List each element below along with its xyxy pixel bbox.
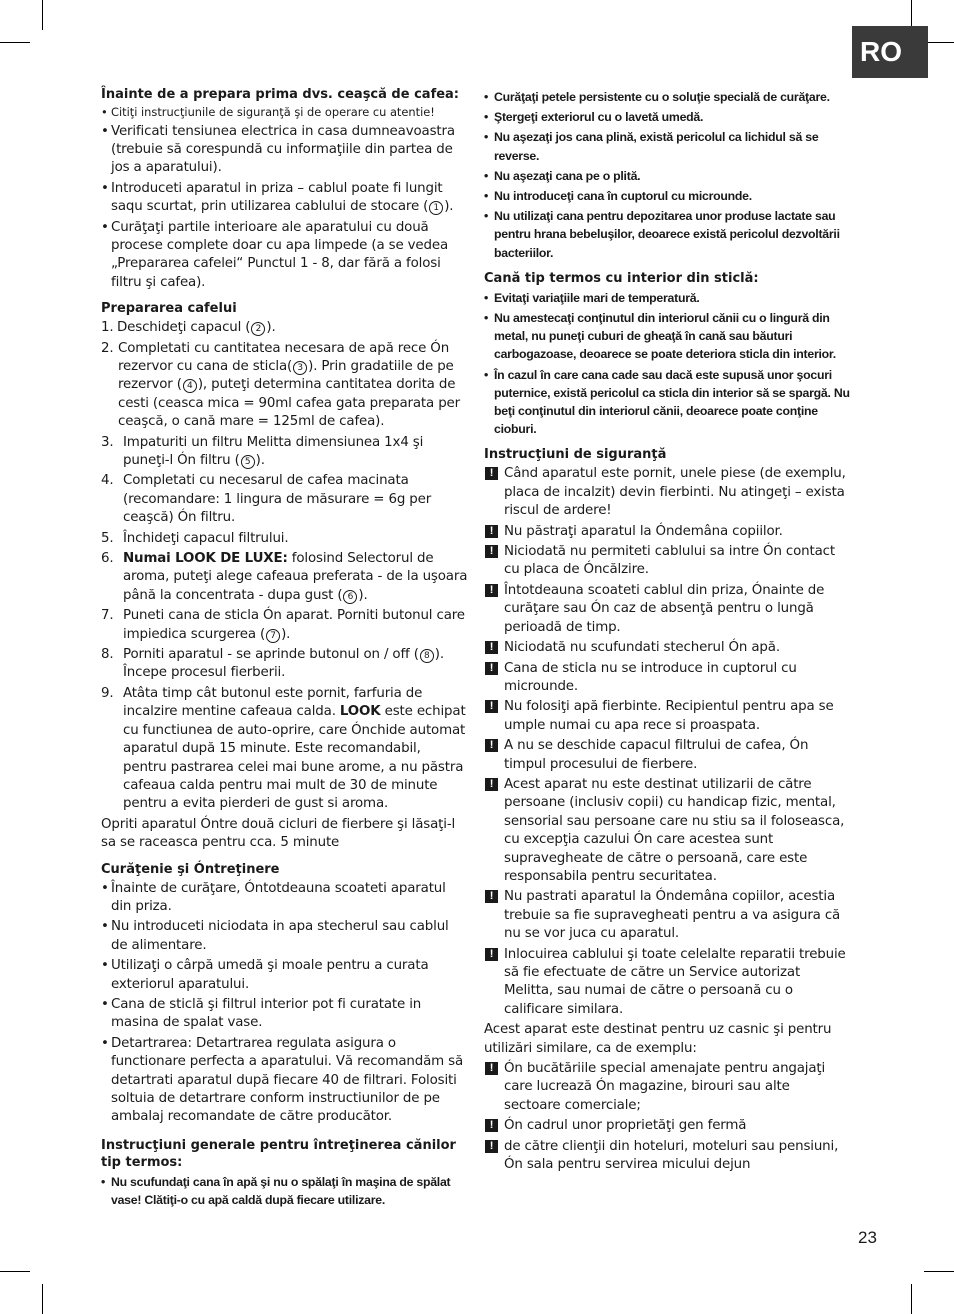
list-item: • Nu aşezaţi cana pe o plită.	[484, 167, 850, 185]
warning-icon: !	[485, 1119, 498, 1132]
warning-icon: !	[485, 467, 498, 480]
list-item: • Nu introduceţi cana în cuptorul cu microunde.	[484, 187, 850, 205]
warning-item: ! Nu folosiţi apă fierbinte. Recipientul pentru apa se umple numai cu apa rece si proaspata.	[484, 698, 850, 735]
list-item: • Verificati tensiunea electrica in casa dumneavoastra (trebuie să corespundă cu informaţiile din partea de jos a aparatului).	[101, 123, 468, 178]
crop-mark	[0, 42, 30, 43]
warning-icon: !	[485, 662, 498, 675]
warning-item: ! Nu păstraţi aparatul la Óndemâna copiilor.	[484, 523, 850, 541]
list-item: • Ştergeţi exteriorul cu o lavetă umedă.	[484, 108, 850, 126]
left-column	[101, 84, 468, 1209]
warning-item: ! Cana de sticla nu se introduce in cuptorul cu microunde.	[484, 660, 850, 697]
crop-mark	[42, 0, 43, 30]
warning-item: ! de către clienţii din hoteluri, moteluri sau pensiuni, Ón sala pentru servirea micului dejun	[484, 1138, 850, 1175]
list-item: • Citiţi instrucţiunile de siguranţă şi de operare cu atentie!	[101, 105, 468, 121]
warning-icon: !	[485, 584, 498, 597]
section-title-cleaning: Curăţenie şi Óntreţinere	[101, 861, 280, 877]
callout-number: 3	[293, 361, 307, 375]
step-item: 8. Porniti aparatul - se aprinde butonul on / off ( 8 ). Începe procesul fierberii.	[101, 647, 444, 681]
section-title-first-coffee: Înainte de a prepara prima dvs. ceaşcă de cafea:	[101, 87, 460, 102]
callout-number: 4	[183, 379, 197, 393]
step-item: 7. Puneti cana de sticla Ón aparat. Porniti butonul care impiedica scurgerea ( 7 ).	[101, 608, 465, 642]
section-title-safety: Instrucţiuni de siguranţă	[484, 447, 667, 463]
warning-item: ! Inlocuirea cablului şi toate celelalte reparatii trebuie să fie efectuate de către un Service autorizat Melitta, sau numai de către o persoană cu o calificare similara.	[484, 946, 850, 1020]
warning-item: ! Nu pastrati aparatul la Óndemâna copiilor, acestia trebuie sa fie supravegheati pentru a va asigura că nu se vor juca cu aparatul.	[484, 888, 850, 943]
warning-icon: !	[485, 1062, 498, 1075]
list-item: • Cana de sticlă şi filtrul interior pot fi curatate in masina de spalat vase.	[101, 996, 468, 1033]
step-item: 4. Completati cu necesarul de cafea macinata (recomandare: 1 lingura de măsurare = 6g per ceaşcă) Ón filtru.	[101, 473, 432, 526]
step-item: 1. Deschideţi capacul ( 2 ).	[101, 320, 276, 336]
list-item: • Introduceti aparatul in priza – cablul poate fi lungit saqu scurtat, prin utilizarea cablului de stocare ( 1 ).	[101, 180, 468, 217]
crop-mark	[924, 42, 954, 43]
warning-icon: !	[485, 545, 498, 558]
list-item: • Evitaţi variaţiile mari de temperatură.	[484, 289, 850, 307]
warning-icon: !	[485, 641, 498, 654]
step-item: 6. Numai LOOK DE LUXE: folosind Selectorul de aroma, puteţi alege cafeaua preferata - de la uşoara până la concentrata - dupa gust ( 6 ).	[101, 551, 468, 603]
warning-item: ! Când aparatul este pornit, unele piese (de exemplu, placa de incalzit) devin fierbinti. Nu atingeţi – exista riscul de ardere!	[484, 465, 850, 520]
list-item: • Curăţaţi petele persistente cu o soluţie specială de curăţare.	[484, 88, 850, 106]
list-item: • În cazul în care cana cade sau dacă este supusă unor şocuri puternice, există pericolul ca sticla din interior să se spargă. Nu beţi conţinutul din interiorul cănii, deoarece poate conţine cioburi.	[484, 366, 850, 439]
crop-mark	[42, 1284, 43, 1314]
list-item: • Detartrarea: Detartrarea regulata asigura o functionare perfecta a aparatului. Vă recomandăm să detartrati aparatul după fiecare 40 de filtrari. Folositi soltuia de detartrare conform instructiunilor de pe ambalaj recomandate de către producător.	[101, 1035, 468, 1127]
paragraph: Acest aparat este destinat pentru uz casnic şi pentru utilizări similare, ca de exemplu:	[484, 1022, 832, 1056]
right-column	[484, 84, 850, 1174]
warning-item: ! Acest aparat nu este destinat utilizarii de către persoane (inclusiv copii) cu handicap fizic, mental, sensorial sau persoane care nu stiu sa il foloseasca, cu excepţia cazului Ón care acestea sunt supravegheate de către o persoană, care este responsabila pentru securitatea.	[484, 776, 850, 886]
warning-item: ! A nu se deschide capacul filtrului de cafea, Ón timpul procesului de fierbere.	[484, 737, 850, 774]
list-item: • Utilizaţi o cârpă umedă şi moale pentru a curata exteriorul aparatului.	[101, 957, 468, 994]
crop-mark	[0, 1271, 30, 1272]
callout-number: 8	[420, 649, 434, 663]
step-item: 2. Completati cu cantitatea necesara de apă rece Ón rezervor cu cana de sticla( 3 ). Prin gradatiile de pe rezervor ( 4 ), puteţi determina cantitatea dorita de cesti (ceasca mica = 90ml cafea gata preparata per ceaşcă, o cană mare = 125ml de cafea).	[101, 340, 460, 430]
step-item: 5. Închideţi capacul filtrului.	[101, 530, 289, 546]
warning-icon: !	[485, 700, 498, 713]
section-title-thermos-care: Instrucţiuni generale pentru întreţinerea cănilor tip termos:	[101, 1137, 456, 1170]
callout-number: 1	[429, 201, 443, 215]
warning-icon: !	[485, 948, 498, 961]
callout-number: 2	[251, 322, 265, 336]
list-item: • Înainte de curăţare, Óntotdeauna scoateti aparatul din priza.	[101, 880, 468, 917]
section-title-glass-thermos: Cană tip termos cu interior din sticlă:	[484, 270, 759, 286]
step-item: 3. Impaturiti un filtru Melitta dimensiunea 1x4 şi puneţi-l Ón filtru ( 5 ).	[101, 434, 424, 468]
list-item: • Nu utilizaţi cana pentru depozitarea unor produse lactate sau pentru hrana bebeluşilor, deoarece există pericolul dezvoltării bacteriilor.	[484, 207, 850, 262]
warning-item: ! Ón cadrul unor proprietăţi gen fermă	[484, 1117, 850, 1135]
list-item: • Nu introduceti niciodata in apa stecherul sau cablul de alimentare.	[101, 918, 468, 955]
list-item: • Nu amestecaţi conţinutul din interiorul cănii cu o lingură din metal, nu puneţi cuburi de gheaţă în cană sau băuturi carbogazoase, deoarece se poate deteriora sticla din interior.	[484, 309, 850, 364]
page-number: 23	[858, 1228, 877, 1247]
crop-mark	[924, 1271, 954, 1272]
warning-item: ! Ón bucătăriile special amenajate pentru angajaţi care lucrează Ón magazine, birouri sau alte sectoare comerciale;	[484, 1060, 850, 1115]
crop-mark	[911, 1284, 912, 1314]
warning-icon: !	[485, 739, 498, 752]
warning-item: ! Niciodată nu scufundati stecherul Ón apă.	[484, 639, 850, 657]
warning-icon: !	[485, 890, 498, 903]
callout-number: 5	[241, 455, 255, 469]
step-item: 9. Atâta timp cât butonul este pornit, farfuria de incalzire mentine cafeaua calda. LOOK este echipat cu functiunea de auto-oprire, care Ónchide automat aparatul după 15 minute. Este recomandabil, pentru pastrarea celei mai bune arome, a nu păstra cafeaua calda pentru mai mult de 30 de minute pentru a evita pierderi de gust si aroma.	[101, 685, 466, 812]
callout-number: 7	[266, 629, 280, 643]
warning-icon: !	[485, 1140, 498, 1153]
warning-item: ! Niciodată nu permiteti cablului sa intre Ón contact cu placa de Óncălzire.	[484, 543, 850, 580]
section-title-preparation: Prepararea cafelui	[101, 301, 237, 317]
list-item: • Curăţaţi partile interioare ale aparatului cu două procese complete doar cu apa limpede (a se vedea „Prepararea cafelei“ Punctul 1 - 8, dar fără a folosi filtru şi cafea).	[101, 219, 468, 293]
warning-item: ! Întotdeauna scoateti cablul din priza, Ónainte de curăţare sau Ón caz de absenţă pentru o lungă perioadă de timp.	[484, 582, 850, 637]
callout-number: 6	[343, 590, 357, 604]
language-tab: RO	[852, 26, 928, 78]
warning-icon: !	[485, 525, 498, 538]
paragraph: Opriti aparatul Óntre două cicluri de fierbere şi lăsaţi-l sa se raceasca pentru cca. 5 minute	[101, 816, 456, 851]
list-item: • Nu scufundaţi cana în apă şi nu o spălaţi în maşina de spălat vase! Clătiţi-o cu apă caldă după fiecare utilizare.	[101, 1173, 468, 1209]
list-item: • Nu aşezaţi jos cana plină, există pericolul ca lichidul să se reverse.	[484, 128, 850, 164]
warning-icon: !	[485, 778, 498, 791]
